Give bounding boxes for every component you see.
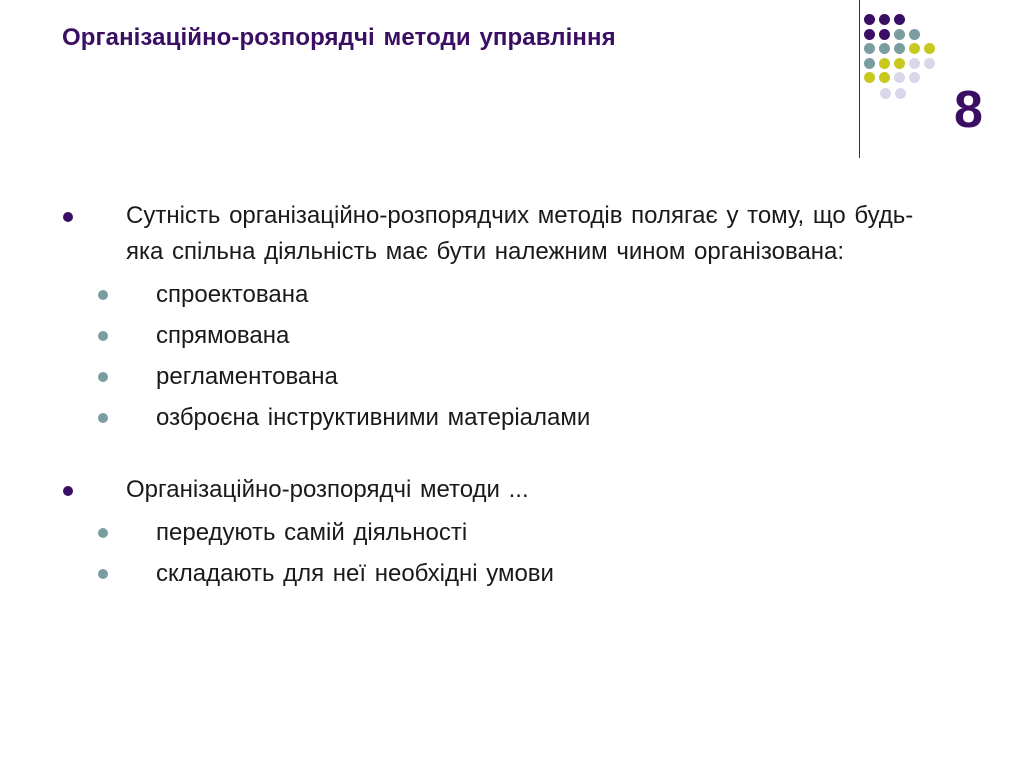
bullet-text: Організаційно-розпорядчі методи ... [126, 476, 529, 503]
dot-lavender [894, 72, 905, 83]
dot-teal [879, 43, 890, 54]
divider-line [859, 0, 860, 158]
bullet-dot-icon [63, 212, 73, 222]
dot-yellow [864, 72, 875, 83]
sub-bullet-item [0, 315, 1024, 356]
dot-lavender [909, 58, 920, 69]
sub-bullet-item [0, 553, 1024, 594]
dot-purple [864, 14, 875, 25]
dot-yellow [924, 43, 935, 54]
sub-bullet-text: регламентована [156, 363, 338, 390]
sub-bullet-dot-icon [98, 331, 108, 341]
sub-bullet-text: передують самій діяльності [156, 519, 468, 546]
sub-bullet-text: складають для неї необхідні умови [156, 560, 554, 587]
dot-yellow [909, 43, 920, 54]
sub-bullet-dot-icon [98, 569, 108, 579]
dot-lavender [895, 88, 906, 99]
bullet-dot-icon [63, 486, 73, 496]
dot-teal [894, 29, 905, 40]
dot-teal [894, 43, 905, 54]
slide-content [0, 198, 1024, 594]
sub-bullet-item [0, 356, 1024, 397]
dot-teal [864, 58, 875, 69]
sub-bullet-text: спроектована [156, 281, 309, 308]
sub-bullet-item [0, 512, 1024, 553]
dot-purple [894, 14, 905, 25]
dot-teal [909, 29, 920, 40]
dot-teal [864, 43, 875, 54]
sub-bullet-dot-icon [98, 413, 108, 423]
sub-bullet-item [0, 274, 1024, 315]
sub-bullet-text: спрямована [156, 322, 290, 349]
dot-lavender [880, 88, 891, 99]
sub-bullet-dot-icon [98, 528, 108, 538]
bullet-item-essence [0, 198, 1024, 270]
dot-lavender [909, 72, 920, 83]
dot-yellow [879, 72, 890, 83]
sub-bullet-dot-icon [98, 372, 108, 382]
dot-purple [879, 29, 890, 40]
sub-bullet-text: озброєна інструктивними матеріалами [156, 404, 591, 431]
dot-purple [879, 14, 890, 25]
dot-purple [864, 29, 875, 40]
dot-yellow [879, 58, 890, 69]
slide-number: 8 [954, 81, 983, 139]
bullet-item-methods [0, 472, 1024, 508]
sub-bullet-dot-icon [98, 290, 108, 300]
dot-yellow [894, 58, 905, 69]
sub-bullet-item [0, 397, 1024, 438]
bullet-text: Сутність організаційно-розпорядчих методів полягає у тому, що будь-яка спільна діяльність має бути належним чином організована: [126, 202, 914, 265]
slide-title: Організаційно-розпорядчі методи управління [62, 24, 616, 51]
dot-lavender [924, 58, 935, 69]
dot-grid-icon [864, 14, 944, 138]
